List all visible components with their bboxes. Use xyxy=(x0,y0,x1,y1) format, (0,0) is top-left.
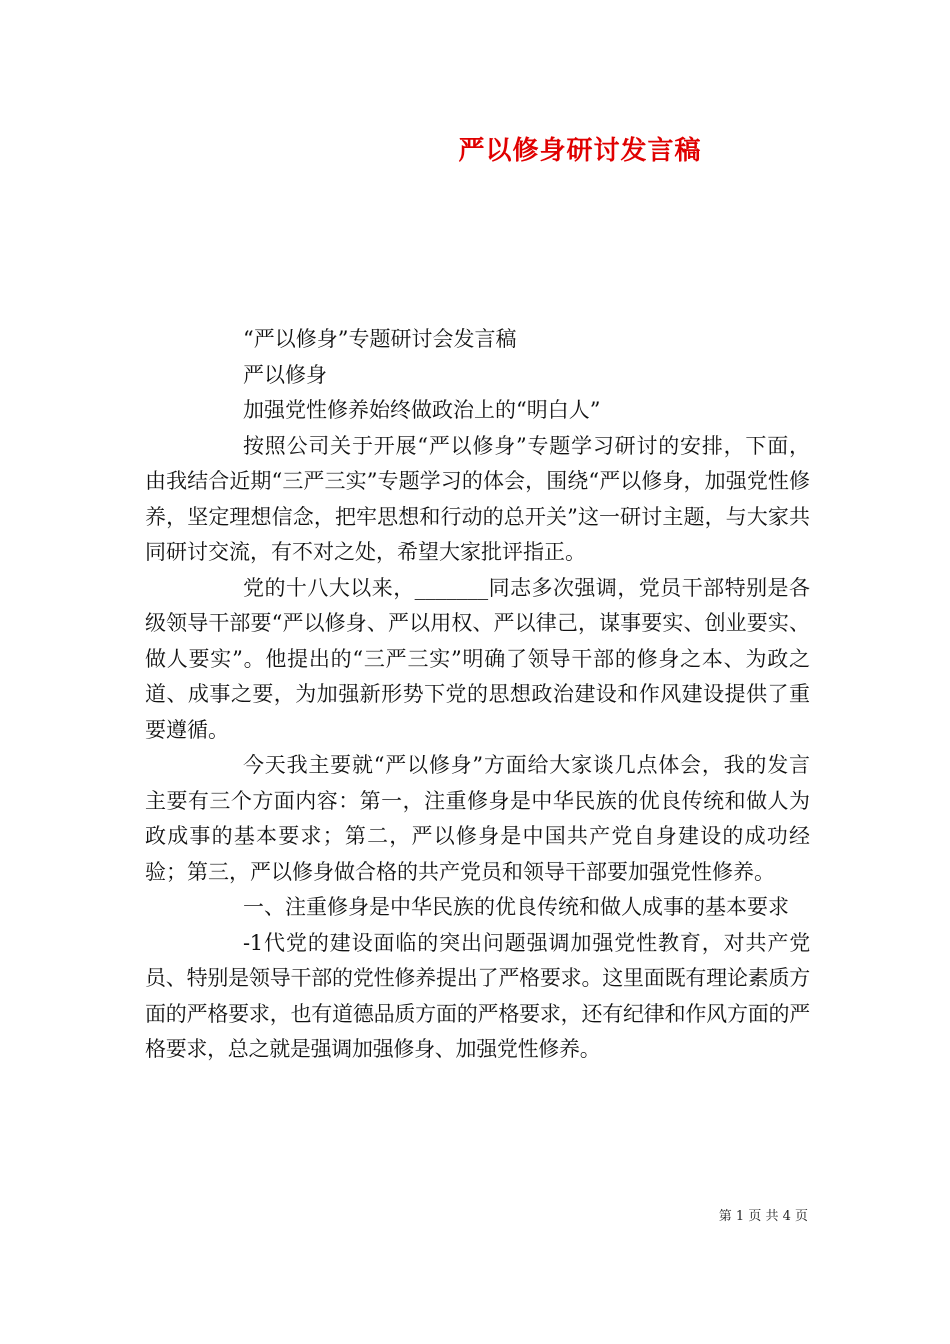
section-heading-one: 一、注重修身是中华民族的优良传统和做人成事的基本要求 xyxy=(243,895,789,919)
paragraph-background: 党的十八大以来，_______同志多次强调，党员干部特别是各级领导干部要“严以修身、严以用权、严以律己，谋事要实、创业要实、做人要实”。他提出的“三严三实”明确了领导干部的修身之本、为政之道、成事之要，为加强新形势下党的思想政治建设和作风建设提供了重要遵循。 xyxy=(145,575,810,742)
page-title: 严以修身研讨发言稿 xyxy=(458,136,702,166)
document-subtitle: “严以修身”专题研讨会发言稿 xyxy=(243,327,517,351)
document-theme: 加强党性修养始终做政治上的“明白人” xyxy=(243,398,601,422)
paragraph-section-one: -1代党的建设面临的突出问题强调加强党性教育，对共产党员、特别是领导干部的党性修养提出了严格要求。这里面既有理论素质方面的严格要求，也有道德品质方面的严格要求，还有纪律和作风方面的严格要求，总之就是强调加强修身、加强党性修养。 xyxy=(145,930,810,1061)
paragraph-outline: 今天我主要就“严以修身”方面给大家谈几点体会，我的发言主要有三个方面内容：第一，注重修身是中华民族的优良传统和做人为政成事的基本要求；第二，严以修身是中国共产党自身建设的成功经验；第三，严以修身做合格的共产党员和领导干部要加强党性修养。 xyxy=(145,753,810,884)
page-number: 第 1 页 共 4 页 xyxy=(718,1209,808,1224)
document-body xyxy=(145,322,810,1068)
document-topic: 严以修身 xyxy=(243,362,327,387)
paragraph-intro: 按照公司关于开展“严以修身”专题学习研讨的安排，下面，由我结合近期“三严三实”专题学习的体会，围绕“严以修身，加强党性修养，坚定理想信念，把牢思想和行动的总开关”这一研讨主题，与大家共同研讨交流，有不对之处，希望大家批评指正。 xyxy=(145,433,810,564)
